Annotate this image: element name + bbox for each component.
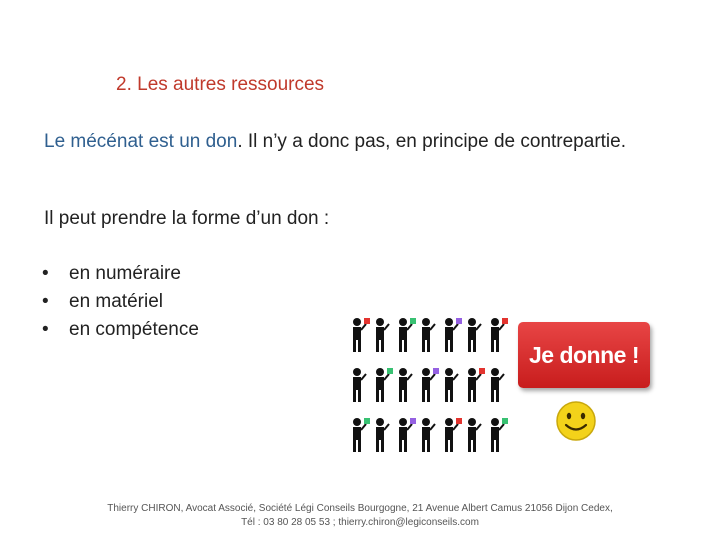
list-item: • en matériel bbox=[42, 288, 199, 316]
person-figure bbox=[399, 418, 416, 452]
person-figure bbox=[491, 318, 508, 352]
person-figure bbox=[468, 318, 481, 352]
smiley-icon bbox=[555, 400, 597, 442]
don-forms-list bbox=[42, 260, 199, 344]
mecenat-rest: . Il n’y a donc pas, en principe de contrepartie. bbox=[237, 131, 626, 152]
bullet-icon: • bbox=[42, 319, 49, 340]
list-item: • en numéraire bbox=[42, 260, 199, 288]
people-giving-illustration bbox=[345, 310, 510, 465]
person-figure bbox=[376, 418, 389, 452]
person-figure bbox=[422, 318, 435, 352]
bullet-icon: • bbox=[42, 291, 49, 312]
mecenat-definition bbox=[44, 131, 671, 153]
don-forms-intro: Il peut prendre la forme d’un don : bbox=[44, 208, 330, 229]
badge-label: Je donne ! bbox=[528, 341, 639, 368]
footer-line-2: Tél : 03 80 28 05 53 ; thierry.chiron@legiconseils.com bbox=[241, 517, 479, 528]
person-figure bbox=[445, 318, 462, 352]
footer-line-1: Thierry CHIRON, Avocat Associé, Société Légi Conseils Bourgogne, 21 Avenue Albert Camus 21056 Dijon Cedex, bbox=[107, 503, 613, 514]
je-donne-badge bbox=[518, 322, 650, 388]
person-figure bbox=[422, 368, 439, 402]
person-figure bbox=[353, 368, 366, 402]
footer bbox=[0, 502, 720, 530]
person-figure bbox=[376, 318, 389, 352]
list-item: • en compétence bbox=[42, 316, 199, 344]
person-figure bbox=[491, 418, 508, 452]
bullet-icon: • bbox=[42, 263, 49, 284]
person-figure bbox=[468, 418, 481, 452]
person-figure bbox=[376, 368, 393, 402]
person-figure bbox=[353, 318, 370, 352]
mecenat-highlight: Le mécénat est un don bbox=[44, 131, 238, 152]
person-figure bbox=[422, 418, 435, 452]
section-title: 2. Les autres ressources bbox=[116, 74, 325, 95]
person-figure bbox=[491, 368, 504, 402]
person-figure bbox=[445, 368, 458, 402]
person-figure bbox=[399, 318, 416, 352]
person-figure bbox=[399, 368, 412, 402]
person-figure bbox=[468, 368, 485, 402]
person-figure bbox=[353, 418, 370, 452]
person-figure bbox=[445, 418, 462, 452]
